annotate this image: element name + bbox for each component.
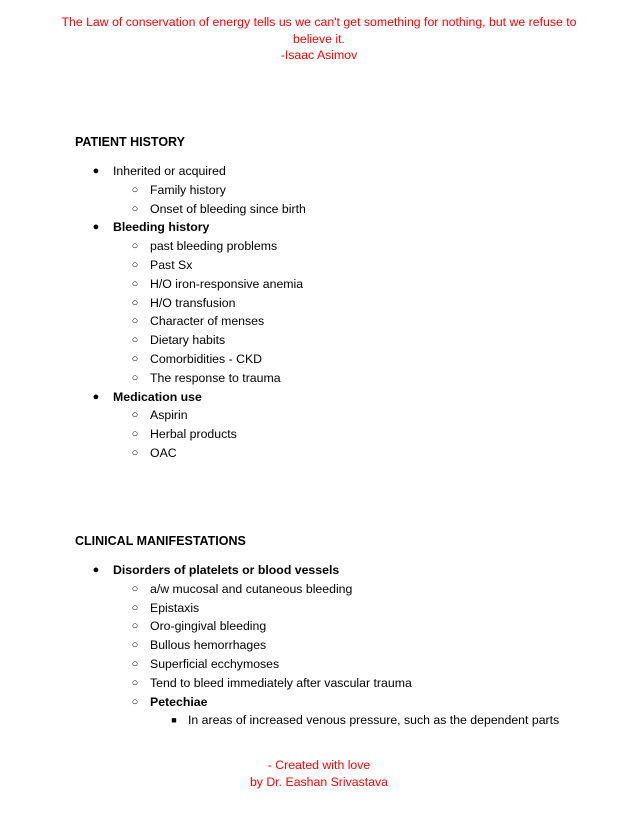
list-item-text: The response to trauma [150, 370, 281, 385]
quote-line-1: The Law of conservation of energy tells us we can't get something for nothing, but we refuse to [61, 15, 577, 29]
bullet-icon: ○ [131, 676, 139, 689]
list-item-text: Herbal products [150, 427, 237, 442]
bullet-icon: ○ [131, 620, 139, 633]
list-item-text: Epistaxis [150, 600, 200, 615]
list-item-text: OAC [150, 445, 177, 460]
list-item-text: Bleeding history [113, 220, 210, 235]
bullet-icon: ○ [131, 240, 139, 253]
list-item-text: Bullous hemorrhages [150, 638, 267, 653]
bullet-icon: ○ [131, 371, 139, 384]
list-item-text: Disorders of platelets or blood vessels [113, 563, 340, 577]
bullet-icon: ○ [131, 315, 139, 328]
list-item-text: Family history [150, 182, 226, 197]
list-item-text: Aspirin [150, 408, 188, 423]
list-item-text: past bleeding problems [150, 239, 278, 254]
bullet-icon: ○ [131, 183, 139, 196]
list-item-text: Comorbidities - CKD [150, 351, 263, 366]
bullet-icon: ○ [131, 695, 139, 708]
list-item-text: Petechiae [150, 694, 208, 709]
footer-block [60, 757, 578, 790]
bullet-icon: ○ [131, 446, 139, 459]
list-item-text: In areas of increased venous pressure, such as the dependent parts [188, 713, 560, 728]
list-item-text: Medication use [113, 389, 202, 404]
bullet-icon: ○ [131, 258, 139, 271]
bullet-icon: ○ [131, 296, 139, 309]
bullet-icon: ○ [131, 352, 139, 365]
bullet-icon: ○ [131, 657, 139, 670]
bullet-icon: ○ [131, 639, 139, 652]
bullet-icon: ○ [131, 601, 139, 614]
bullet-icon: ○ [131, 334, 139, 347]
section-heading-clinical-manifestations: CLINICAL MANIFESTATIONS [75, 534, 246, 548]
list-item-text: Dietary habits [150, 333, 226, 348]
bullet-icon: ■ [171, 715, 177, 726]
list-item-text: Onset of bleeding since birth [150, 201, 306, 216]
bullet-icon: ● [92, 165, 100, 177]
bullet-icon: ● [92, 564, 100, 576]
list-item-text: Inherited or acquired [113, 164, 226, 178]
list-item-text: Superficial ecchymoses [150, 656, 280, 671]
bullet-icon: ○ [131, 428, 139, 441]
quote-block [60, 14, 578, 64]
footer-line-1: - Created with love [267, 758, 371, 772]
list-item-text: H/O iron-responsive anemia [150, 276, 304, 291]
quote-line-2: believe it. [293, 31, 345, 46]
bullet-icon: ○ [131, 277, 139, 290]
list-item-text: Tend to bleed immediately after vascular trauma [150, 675, 412, 690]
list-item-text: Past Sx [150, 257, 193, 272]
footer-line-2: by Dr. Eashan Srivastava [249, 774, 389, 789]
list-item-text: Character of menses [150, 314, 265, 329]
section-heading-patient-history: PATIENT HISTORY [75, 135, 185, 149]
list-item-text: Oro-gingival bleeding [150, 619, 267, 634]
bullet-icon: ● [92, 390, 100, 403]
list-item-text: a/w mucosal and cutaneous bleeding [150, 581, 353, 596]
bullet-icon: ○ [131, 409, 139, 422]
list-item-text: H/O transfusion [150, 295, 236, 310]
bullet-icon: ○ [131, 582, 139, 595]
bullet-icon: ○ [131, 202, 139, 215]
bullet-icon: ● [92, 221, 100, 234]
quote-attribution: -Isaac Asimov [280, 48, 358, 62]
